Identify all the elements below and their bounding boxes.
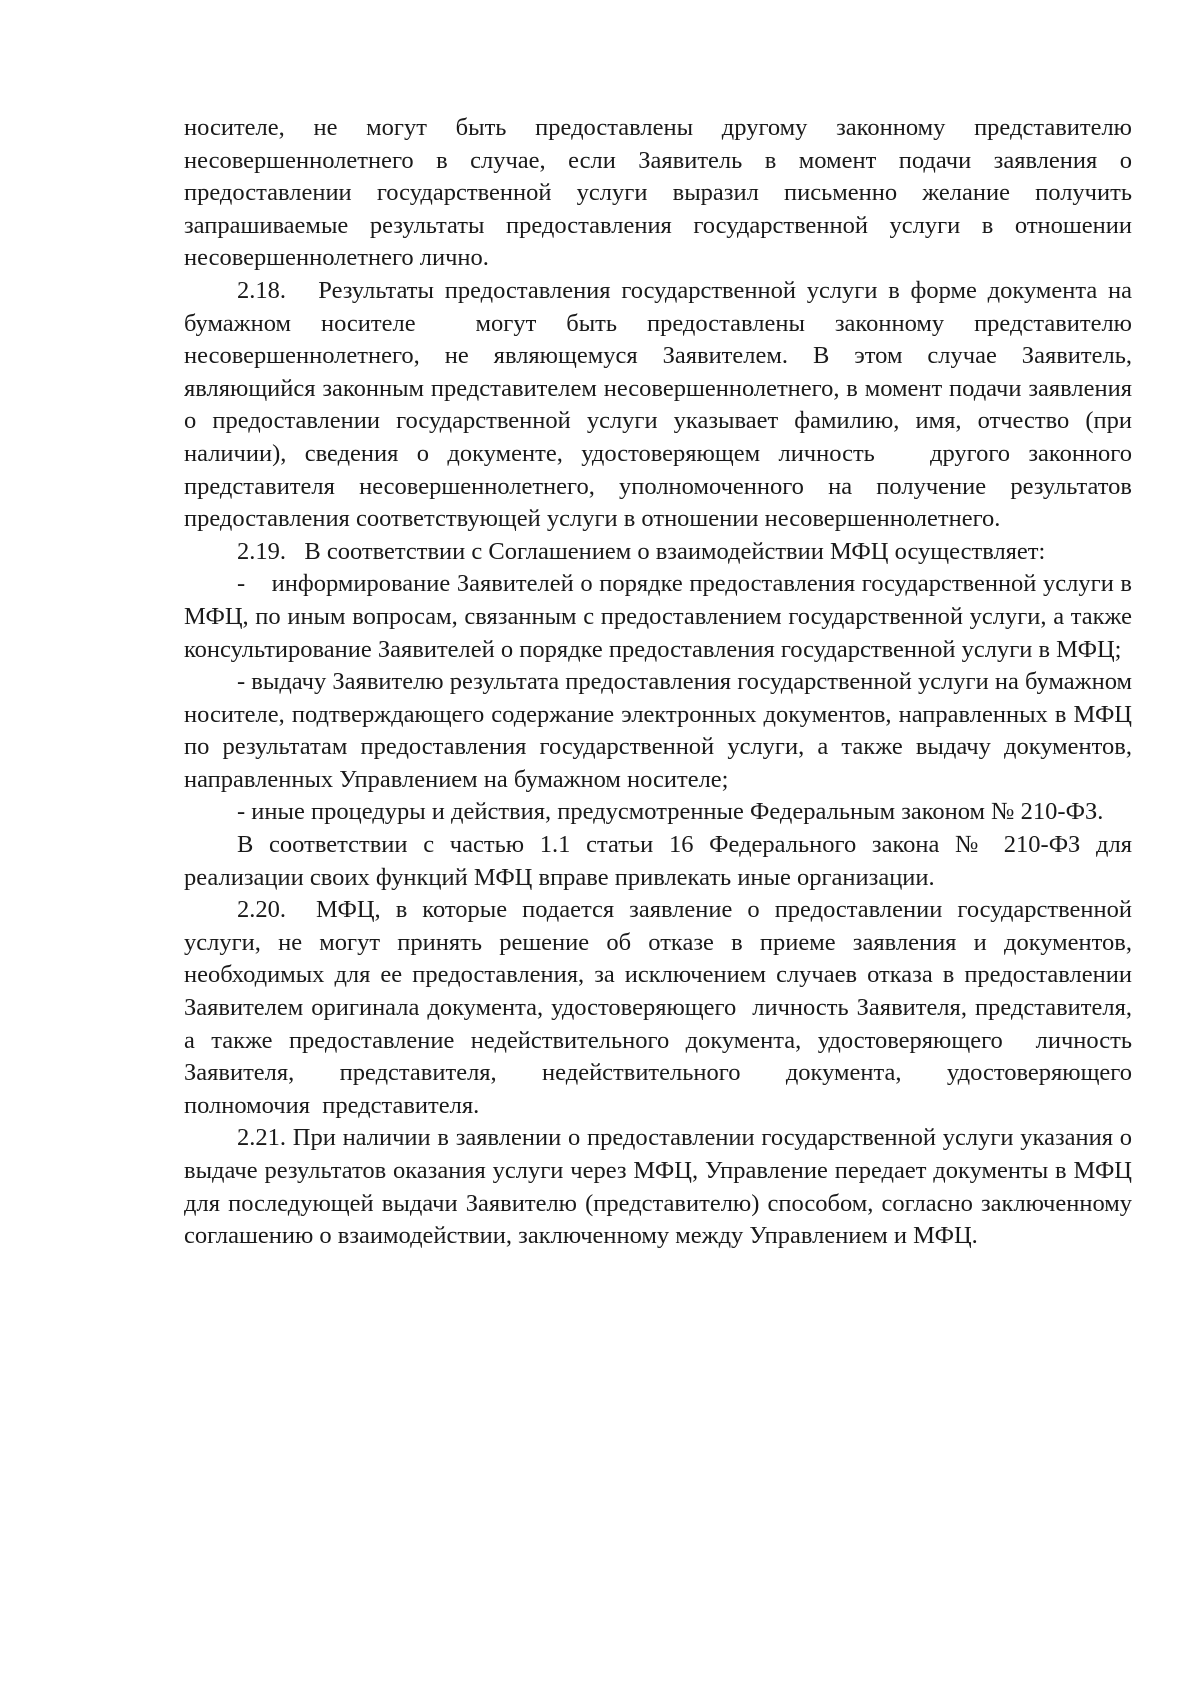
- paragraph-2-18: 2.18. Результаты предоставления государственной услуги в форме документа на бумажном носителе могут быть предоставлены законному представителю несовершеннолетнего, не являющемуся Заявителем. В этом случае Заявитель, являющийся законным представителем несовершеннолетнего, в момент подачи заявления о предоставлении государственной услуги указывает фамилию, имя, отчество (при наличии), сведения о документе, удостоверяющем личность другого законного представителя несовершеннолетнего, уполномоченного на получение результатов предоставления соответствующей услуги в отношении несовершеннолетнего.: [184, 276, 1132, 533]
- paragraph-2-20: 2.20. МФЦ, в которые подается заявление о предоставлении государственной услуги, не могут принять решение об отказе в приеме заявления и документов, необходимых для ее предоставления, за исключением случаев отказа в предоставлении Заявителем оригинала документа, удостоверяющего личность Заявителя, представителя, а также предоставление недействительного документа, удостоверяющего личность Заявителя, представителя, недействительного документа, удостоверяющего полномочия представителя.: [184, 896, 1132, 1119]
- list-item-other-procedures: - иные процедуры и действия, предусмотренные Федеральным законом № 210-ФЗ.: [237, 798, 1104, 826]
- list-item-informing: - информирование Заявителей о порядке предоставления государственной услуги в МФЦ, по иным вопросам, связанным с предоставлением государственной услуги, а также консультирование Заявителей о порядке предоставления государственной услуги в МФЦ;: [184, 570, 1132, 663]
- paragraph-other-organizations: В соответствии с частью 1.1 статьи 16 Федерального закона № 210-ФЗ для реализации своих функций МФЦ вправе привлекать иные организации.: [184, 831, 1132, 891]
- paragraph-2-19: 2.19. В соответствии с Соглашением о взаимодействии МФЦ осуществляет:: [237, 537, 1046, 565]
- list-item-issuing: - выдачу Заявителю результата предоставления государственной услуги на бумажном носителе, подтверждающего содержание электронных документов, направленных в МФЦ по результатам предоставления государственной услуги, а также выдачу документов, направленных Управлением на бумажном носителе;: [184, 668, 1132, 793]
- paragraph-continuation: носителе, не могут быть предоставлены другому законному представителю несовершеннолетнего в случае, если Заявитель в момент подачи заявления о предоставлении государственной услуги выразил письменно желание получить запрашиваемые результаты предоставления государственной услуги в отношении несовершеннолетнего лично.: [184, 114, 1132, 272]
- document-page: [184, 112, 1132, 1253]
- paragraph-2-21: 2.21. При наличии в заявлении о предоставлении государственной услуги указания о выдаче результатов оказания услуги через МФЦ, Управление передает документы в МФЦ для последующей выдачи Заявителю (представителю) способом, согласно заключенному соглашению о взаимодействии, заключенному между Управлением и МФЦ.: [184, 1124, 1132, 1250]
